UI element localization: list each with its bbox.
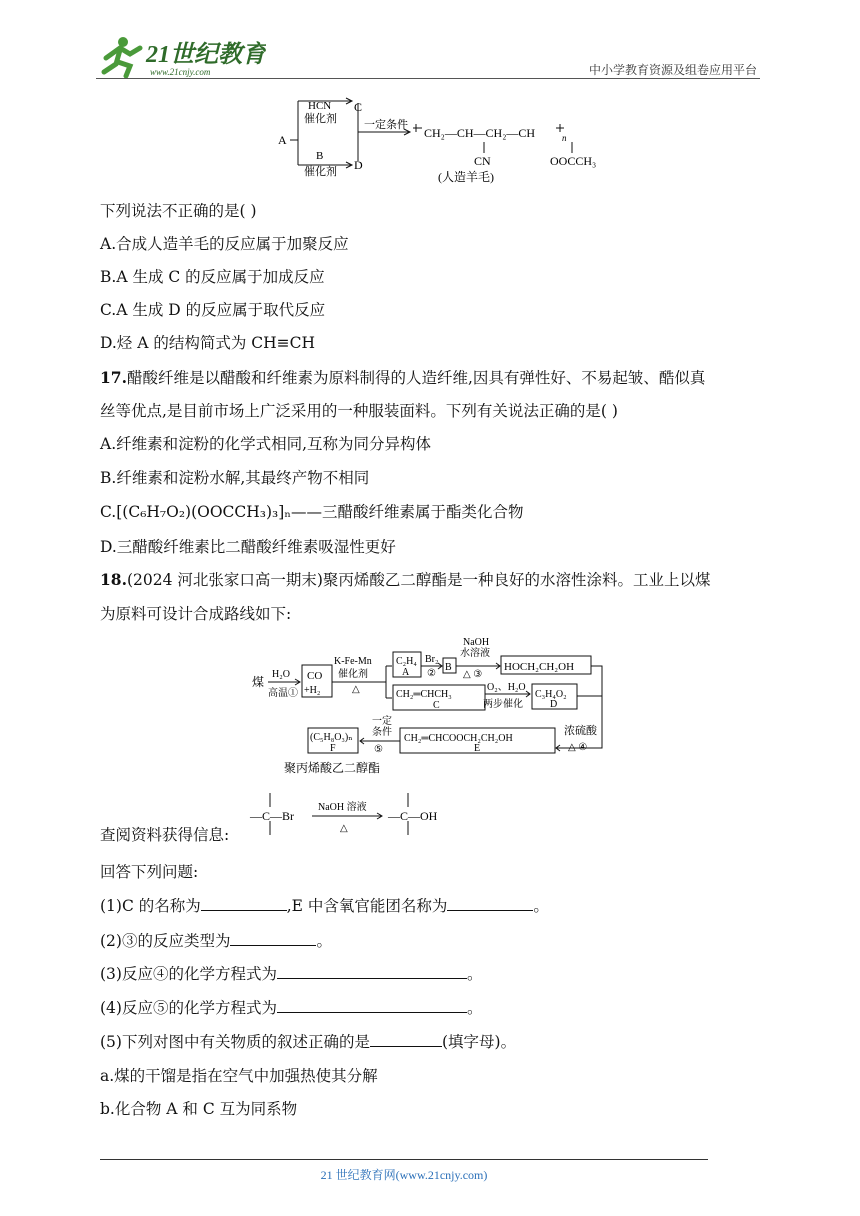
route-step1: 高温① — [268, 688, 298, 699]
q18-stem-line2: 为原料可设计合成路线如下: — [100, 605, 292, 623]
q18-stem-line1 — [100, 568, 710, 590]
sub5-text-a: (5)下列对图中有关物质的叙述正确的是 — [100, 1033, 370, 1051]
q17-option-a: A.纤维素和淀粉的化学式相同,互称为同分异构体 — [100, 435, 432, 453]
route-step5: ⑤ — [374, 744, 383, 755]
route-label-b: B — [445, 662, 452, 673]
route-polymer-f: (C₅H₈O₃)ₙ — [310, 732, 353, 743]
route-label-f: F — [330, 743, 336, 754]
route-catalyst-label: 催化剂 — [338, 669, 368, 680]
q18-stem-text: (2024 河北张家口高一期末)聚丙烯酸乙二醇酯是一种良好的水溶性涂料。工业上以煤 — [126, 571, 711, 589]
sub4-text-a: (4)反应⑤的化学方程式为 — [100, 999, 277, 1017]
upper-catalyst: 催化剂 — [304, 113, 337, 125]
logo-url-text: www.21cnjy.com — [150, 67, 211, 77]
answer-blank-equation-5[interactable] — [277, 998, 467, 1013]
route-water-solution: 水溶液 — [460, 648, 490, 659]
sub-question-5 — [100, 1030, 516, 1052]
route-step2: ② — [427, 668, 436, 679]
sub-question-4 — [100, 996, 482, 1018]
route-glycol: HOCH₂CH₂OH — [504, 661, 575, 673]
polymerization-condition: 一定条件 — [364, 119, 408, 131]
q17-option-d: D.三醋酸纤维素比二醋酸纤维素吸湿性更好 — [100, 538, 396, 556]
q18-number: 18. — [100, 570, 127, 589]
route-o2-h2o: O₂、H₂O — [487, 682, 526, 693]
route-c2h4: C₂H₄ — [396, 656, 417, 667]
lower-reagent: B — [316, 150, 324, 162]
route-label-c: C — [433, 700, 440, 711]
answer-blank-equation-4[interactable] — [277, 964, 467, 979]
upper-reagent: HCN — [308, 100, 332, 112]
footer-divider — [100, 1159, 708, 1160]
route-c3h4o2: C₃H₄O₂ — [535, 689, 567, 700]
polymer-n: n — [562, 133, 567, 143]
route-step3: △ ③ — [463, 669, 483, 680]
q17-stem-text: 醋酸纤维是以醋酸和纤维素为原料制得的人造纤维,因具有弹性好、不易起皱、酷似真 — [126, 369, 706, 387]
sub5-text-b: (填字母)。 — [441, 1033, 517, 1051]
sub1-text-b: ,E 中含氧官能团名称为 — [286, 897, 448, 915]
product-c: C — [354, 100, 363, 114]
q16-option-b: B.A 生成 C 的反应属于加成反应 — [100, 268, 325, 286]
polymer-name: (人造羊毛) — [438, 170, 494, 184]
route-naoh: NaOH — [463, 637, 490, 648]
q17-option-b: B.纤维素和淀粉水解,其最终产物不相同 — [100, 469, 370, 487]
q16-stem: 下列说法不正确的是( ) — [100, 202, 257, 220]
runner-icon — [104, 37, 140, 76]
synthesis-route-diagram — [250, 636, 620, 778]
q16-option-d: D.烃 A 的结构简式为 CH≡CH — [100, 334, 316, 352]
info-reaction — [246, 791, 466, 841]
info-product: —C—OH — [388, 809, 438, 823]
route-co: CO — [307, 670, 323, 682]
reactant-a: A — [278, 133, 287, 147]
route-propene: CH₂═CHCH₃ — [396, 689, 452, 700]
route-cond5-bottom: 条件 — [372, 727, 392, 738]
info-reactant: —C—Br — [250, 809, 295, 823]
q17-number: 17. — [100, 368, 127, 387]
route-h2o: H₂O — [272, 669, 290, 680]
route-label-e: E — [474, 743, 481, 754]
sub-question-3 — [100, 962, 482, 984]
footer-link[interactable]: 21 世纪教育网(www.21cnjy.com) — [320, 1168, 488, 1182]
sub-question-1 — [100, 894, 549, 916]
info-condition-bottom: △ — [340, 823, 348, 834]
answer-blank-choice[interactable] — [370, 1032, 442, 1047]
route-step4: △ ④ — [568, 742, 588, 753]
answer-blank-c-name[interactable] — [201, 896, 287, 911]
q16-option-a: A.合成人造羊毛的反应属于加聚反应 — [100, 235, 349, 253]
route-coal: 煤 — [252, 675, 265, 689]
sub5-option-b: b.化合物 A 和 C 互为同系物 — [100, 1100, 298, 1118]
route-catalyst-metals: K-Fe-Mn — [334, 656, 372, 667]
polymer-backbone: CH₂—CH—CH₂—CH — [424, 126, 536, 140]
sub2-text-a: (2)③的反应类型为 — [100, 932, 231, 950]
lower-catalyst: 催化剂 — [304, 166, 337, 178]
info-label: 查阅资料获得信息: — [100, 826, 230, 844]
q17-stem-line2: 丝等优点,是目前市场上广泛采用的一种服装面料。下列有关说法正确的是( ) — [100, 402, 618, 420]
product-d: D — [354, 158, 363, 172]
route-two-step-catalysis: 两步催化 — [483, 699, 523, 710]
route-br2: Br₂ — [425, 654, 439, 665]
route-h2: +H₂ — [304, 685, 321, 696]
info-condition-top: NaOH 溶液 — [318, 802, 367, 813]
route-conc-sulfuric-acid: 浓硫酸 — [564, 725, 597, 737]
sub1-text-a: (1)C 的名称为 — [100, 897, 201, 915]
sub-question-2 — [100, 929, 332, 951]
route-product-name: 聚丙烯酸乙二醇酯 — [284, 761, 381, 775]
answer-blank-e-group[interactable] — [447, 896, 533, 911]
q16-option-c: C.A 生成 D 的反应属于取代反应 — [100, 301, 326, 319]
synthesis-diagram-wool — [270, 95, 600, 187]
route-cond5-top: 一定 — [372, 716, 392, 727]
route-label-d: D — [550, 699, 558, 710]
answer-blank-reaction-type[interactable] — [230, 931, 316, 946]
route-ester-e: CH₂═CHCOOCH₂CH₂OH — [404, 733, 513, 744]
logo-main-text: 21世纪教育 — [146, 42, 266, 68]
branch-ester: OOCCH₃ — [550, 154, 597, 168]
sub4-text-b: 。 — [466, 999, 483, 1017]
answer-intro: 回答下列问题: — [100, 863, 199, 881]
sub3-text-b: 。 — [466, 965, 483, 983]
q17-option-c: C.[(C₆H₇O₂)(OOCCH₃)₃]ₙ——三醋酸纤维素属于酯类化合物 — [100, 503, 524, 521]
sub2-text-b: 。 — [316, 932, 332, 950]
header-divider — [96, 78, 760, 79]
sub5-option-a: a.煤的干馏是指在空气中加强热使其分解 — [100, 1067, 378, 1085]
site-logo — [96, 34, 266, 80]
branch-cn: CN — [474, 154, 491, 168]
header-platform-name: 中小学教育资源及组卷应用平台 — [588, 63, 757, 77]
sub3-text-a: (3)反应④的化学方程式为 — [100, 965, 277, 983]
sub1-text-c: 。 — [533, 897, 549, 915]
route-heat-symbol: △ — [352, 684, 360, 695]
route-label-a: A — [402, 667, 410, 678]
q17-stem-line1 — [100, 366, 705, 388]
